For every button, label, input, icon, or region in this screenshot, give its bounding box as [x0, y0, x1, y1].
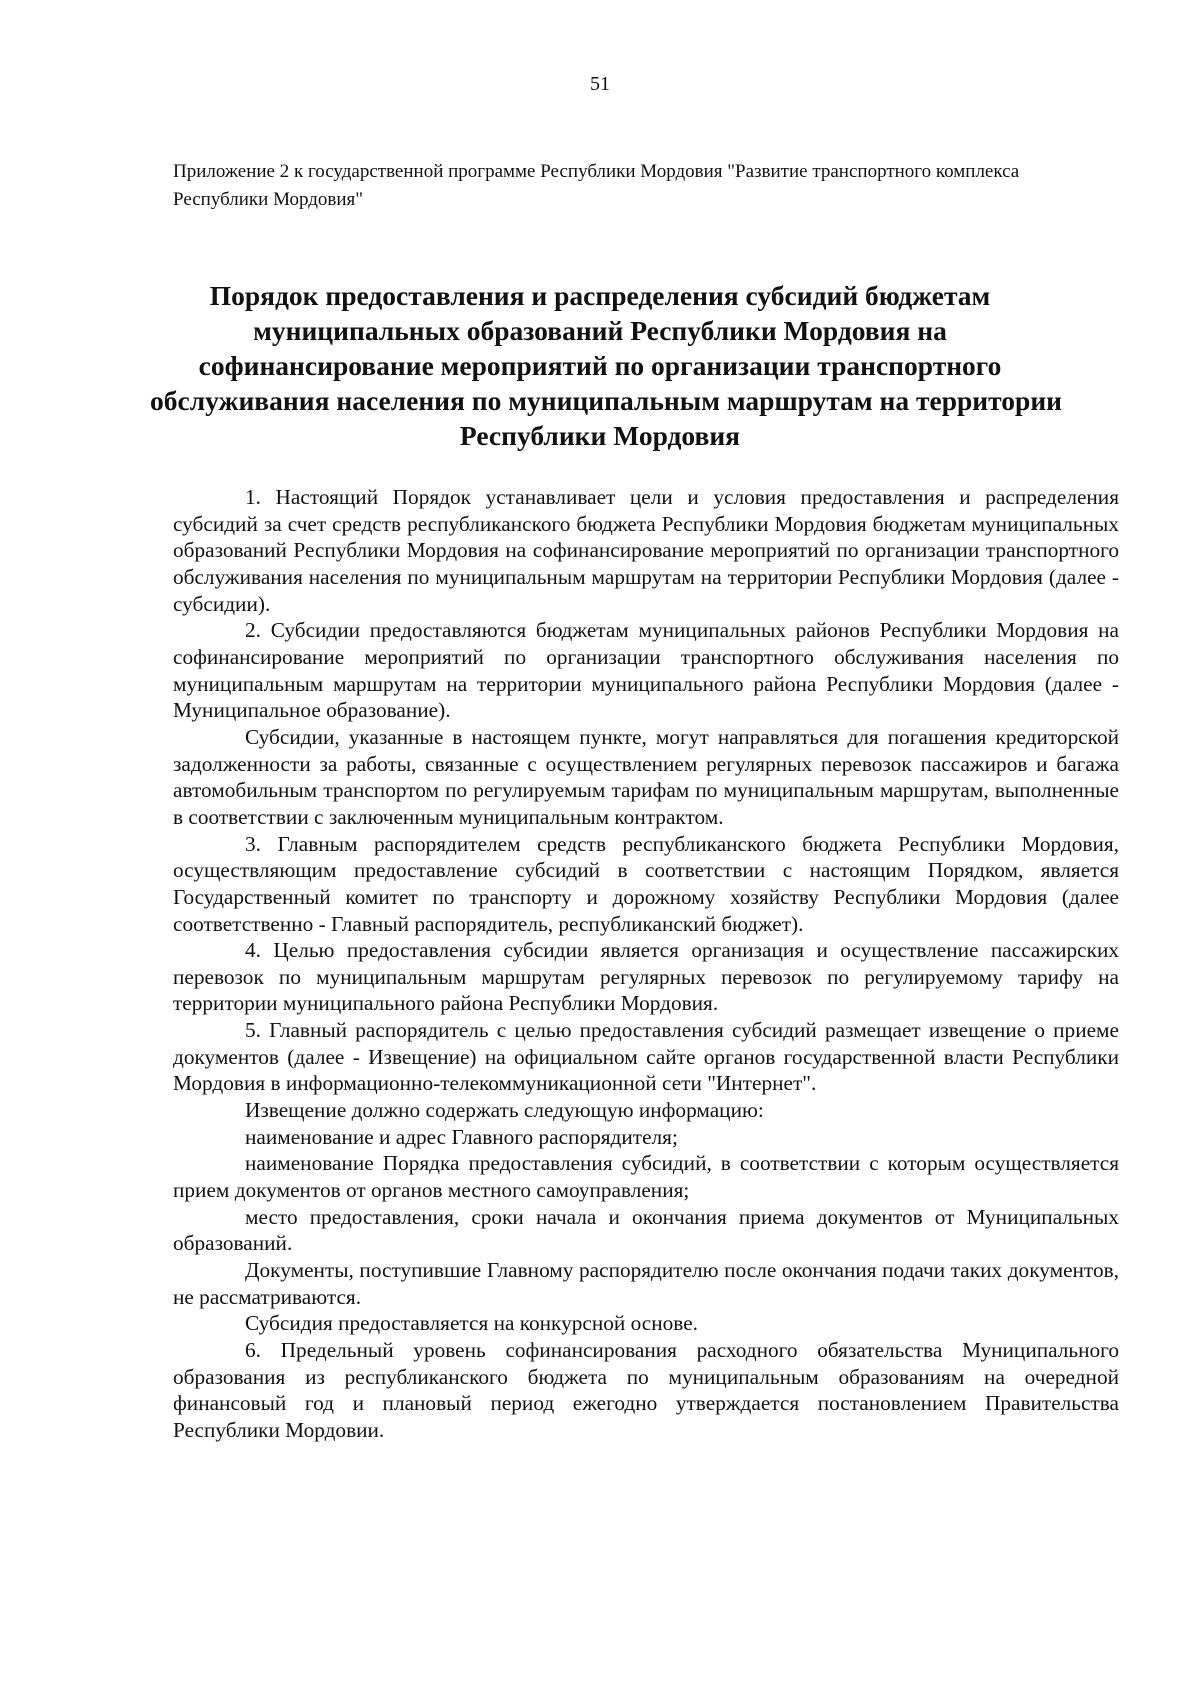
paragraph-2: 2. Субсидии предоставляются бюджетам муниципальных районов Республики Мордовия на софинансирование мероприятий по организации транспортного обслуживания населения по муниципальным маршрутам на территории муниципального района Республики Мордовия (далее - Муниципальное образование).: [173, 618, 1119, 723]
paragraph-2-subsidies-note: Субсидии, указанные в настоящем пункте, могут направляться для погашения кредиторской задолженности за работы, связанные с осуществлением регулярных перевозок пассажиров и багажа автомобильным транспортом по регулируемым тарифам по муниципальным маршрутам, выполненные в соответствии с заключенным муниципальным контрактом.: [173, 724, 1119, 829]
document-title: [150, 278, 1063, 453]
paragraph-4: 4. Целью предоставления субсидии является организация и осуществление пассажирских перевозок по муниципальным маршрутам регулярных перевозок по регулируемому тарифу на территории муниципального района Республики Мордовия.: [173, 938, 1119, 1016]
competitive-basis-note: Субсидия предоставляется на конкурсной основе.: [245, 1311, 699, 1336]
document-body: [173, 484, 1119, 1444]
page-number: 51: [590, 73, 610, 95]
notice-item-name-address: наименование и адрес Главного распорядителя;: [245, 1124, 678, 1149]
title-line: софинансирование мероприятий по организации транспортного: [198, 350, 1002, 381]
title-line: Республики Мордовия: [459, 420, 741, 451]
paragraph-1: 1. Настоящий Порядок устанавливает цели и условия предоставления и распределения субсидий за счет средств республиканского бюджета Республики Мордовия бюджетам муниципальных образований Республики Мордовия на софинансирование мероприятий по организации транспортного обслуживания населения по муниципальным маршрутам на территории Республики Мордовия (далее - субсидии).: [173, 485, 1119, 616]
title-line: обслуживания населения по муниципальным маршрутам на территории: [150, 385, 1063, 416]
late-documents-note: Документы, поступившие Главному распорядителю после окончания подачи таких документов, не рассматриваются.: [173, 1258, 1119, 1309]
notice-contents-intro: Извещение должно содержать следующую информацию:: [245, 1098, 764, 1123]
paragraph-5: 5. Главный распорядитель с целью предоставления субсидий размещает извещение о приеме документов (далее - Извещение) на официальном сайте органов государственной власти Республики Мордовия в информационно-телекоммуникационной сети "Интернет".: [173, 1018, 1119, 1096]
paragraph-3: 3. Главным распорядителем средств республиканского бюджета Республики Мордовия, осуществляющим предоставление субсидий в соответствии с настоящим Порядком, является Государственный комитет по транспорту и дорожному хозяйству Республики Мордовия (далее соответственно - Главный распорядитель, республиканский бюджет).: [173, 831, 1119, 936]
appendix-note: Приложение 2 к государственной программе Республики Мордовия "Развитие транспортного комплекса Республики Мордовия": [173, 161, 1020, 210]
title-line: муниципальных образований Республики Мордовия на: [253, 315, 947, 346]
notice-item-procedure-name: наименование Порядка предоставления субсидий, в соответствии с которым осуществляется прием документов от органов местного самоуправления;: [173, 1151, 1119, 1203]
paragraph-6: 6. Предельный уровень софинансирования расходного обязательства Муниципального образования из республиканского бюджета по муниципальным образованиям на очередной финансовый год и плановый период ежегодно утверждается постановлением Правительства Республики Мордовии.: [173, 1338, 1119, 1442]
notice-item-place-terms: место предоставления, сроки начала и окончания приема документов от Муниципальных образований.: [173, 1204, 1119, 1256]
title-line: Порядок предоставления и распределения субсидий бюджетам: [209, 280, 991, 311]
